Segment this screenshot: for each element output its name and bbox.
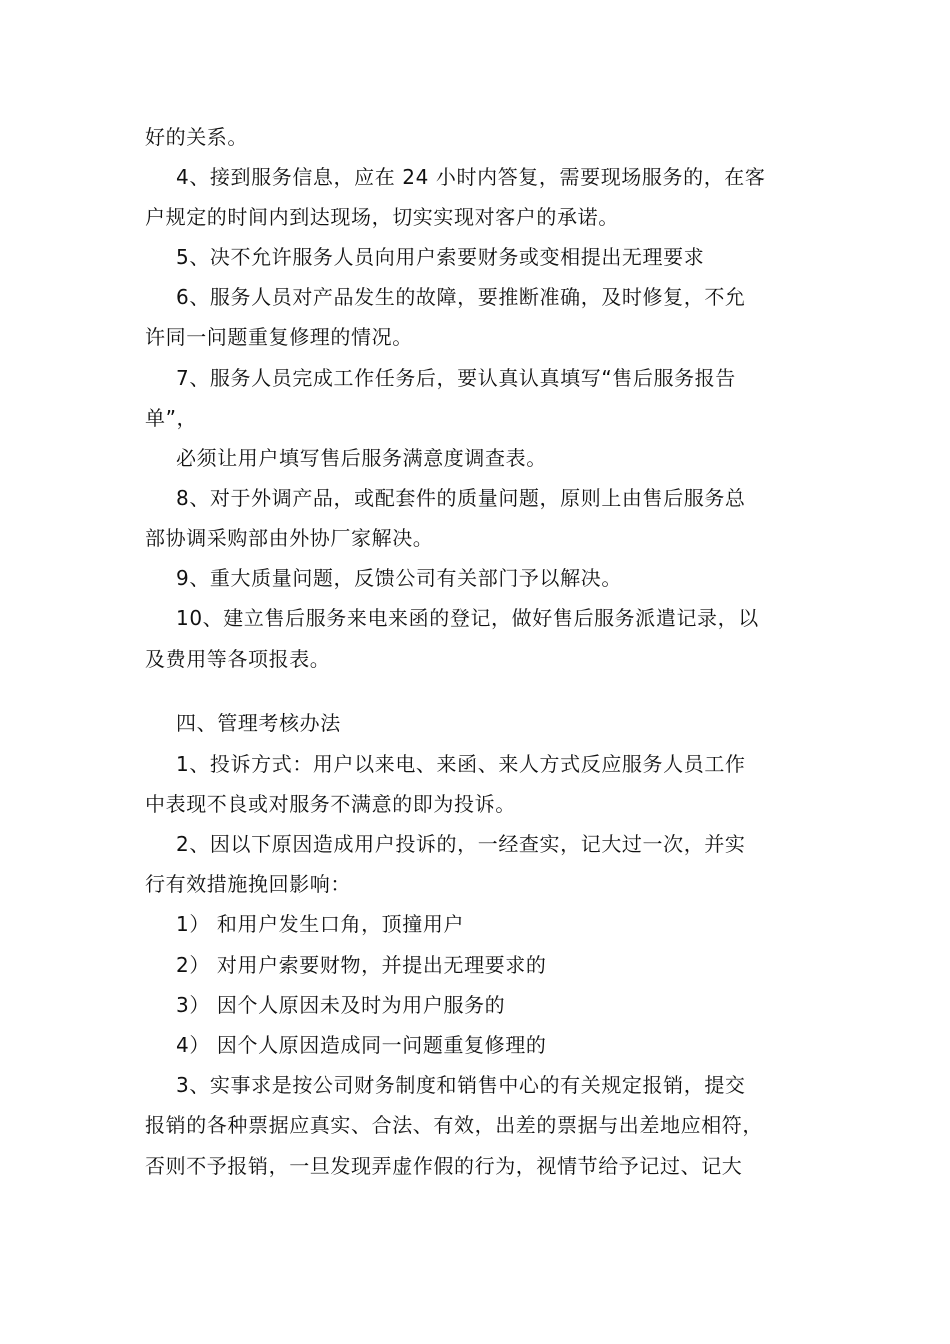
text-line-12: 9、重大质量问题，反馈公司有关部门予以解决。 [176,566,622,590]
list-item-2: 2） 对用户索要财物，并提出无理要求的 [176,953,547,977]
text-line-26: 否则不予报销，一旦发现弄虚作假的行为，视情节给予记过、记大 [145,1154,743,1178]
text-line-18: 2、因以下原因造成用户投诉的，一经查实，记大过一次，并实 [176,832,746,856]
text-line-5: 6、服务人员对产品发生的故障，要推断准确，及时修复，不允 [176,285,746,309]
text-line-7: 7、服务人员完成工作任务后，要认真认真填写“售后服务报告 [176,366,736,390]
text-line-25: 报销的各种票据应真实、合法、有效，出差的票据与出差地应相符， [145,1113,763,1137]
list-item-4: 4） 因个人原因造成同一问题重复修理的 [176,1033,547,1057]
text-line-4: 5、决不允许服务人员向用户索要财务或变相提出无理要求 [176,245,705,269]
text-line-10: 8、对于外调产品，或配套件的质量问题，原则上由售后服务总 [176,486,746,510]
text-line-16: 1、投诉方式：用户以来电、来函、来人方式反应服务人员工作 [176,752,746,776]
text-line-13: 10、建立售后服务来电来函的登记，做好售后服务派遣记录，以 [176,606,759,630]
text-line-11: 部协调采购部由外协厂家解决。 [145,526,434,550]
text-line-9: 必须让用户填写售后服务满意度调查表。 [176,446,547,470]
text-line-8: 单”， [145,406,198,430]
section-heading: 四、管理考核办法 [176,711,341,735]
text-line-2: 4、接到服务信息，应在 24 小时内答复，需要现场服务的，在客 [176,165,766,189]
text-line-3: 户规定的时间内到达现场，切实实现对客户的承诺。 [145,205,619,229]
text-line-6: 许同一问题重复修理的情况。 [145,325,413,349]
list-item-1: 1） 和用户发生口角，顶撞用户 [176,912,465,936]
list-item-3: 3） 因个人原因未及时为用户服务的 [176,993,506,1017]
text-line-1: 好的关系。 [145,125,248,149]
text-line-17: 中表现不良或对服务不满意的即为投诉。 [145,792,516,816]
text-line-19: 行有效措施挽回影响： [145,872,351,896]
text-line-24: 3、实事求是按公司财务制度和销售中心的有关规定报销，提交 [176,1073,746,1097]
text-line-14: 及费用等各项报表。 [145,647,331,671]
